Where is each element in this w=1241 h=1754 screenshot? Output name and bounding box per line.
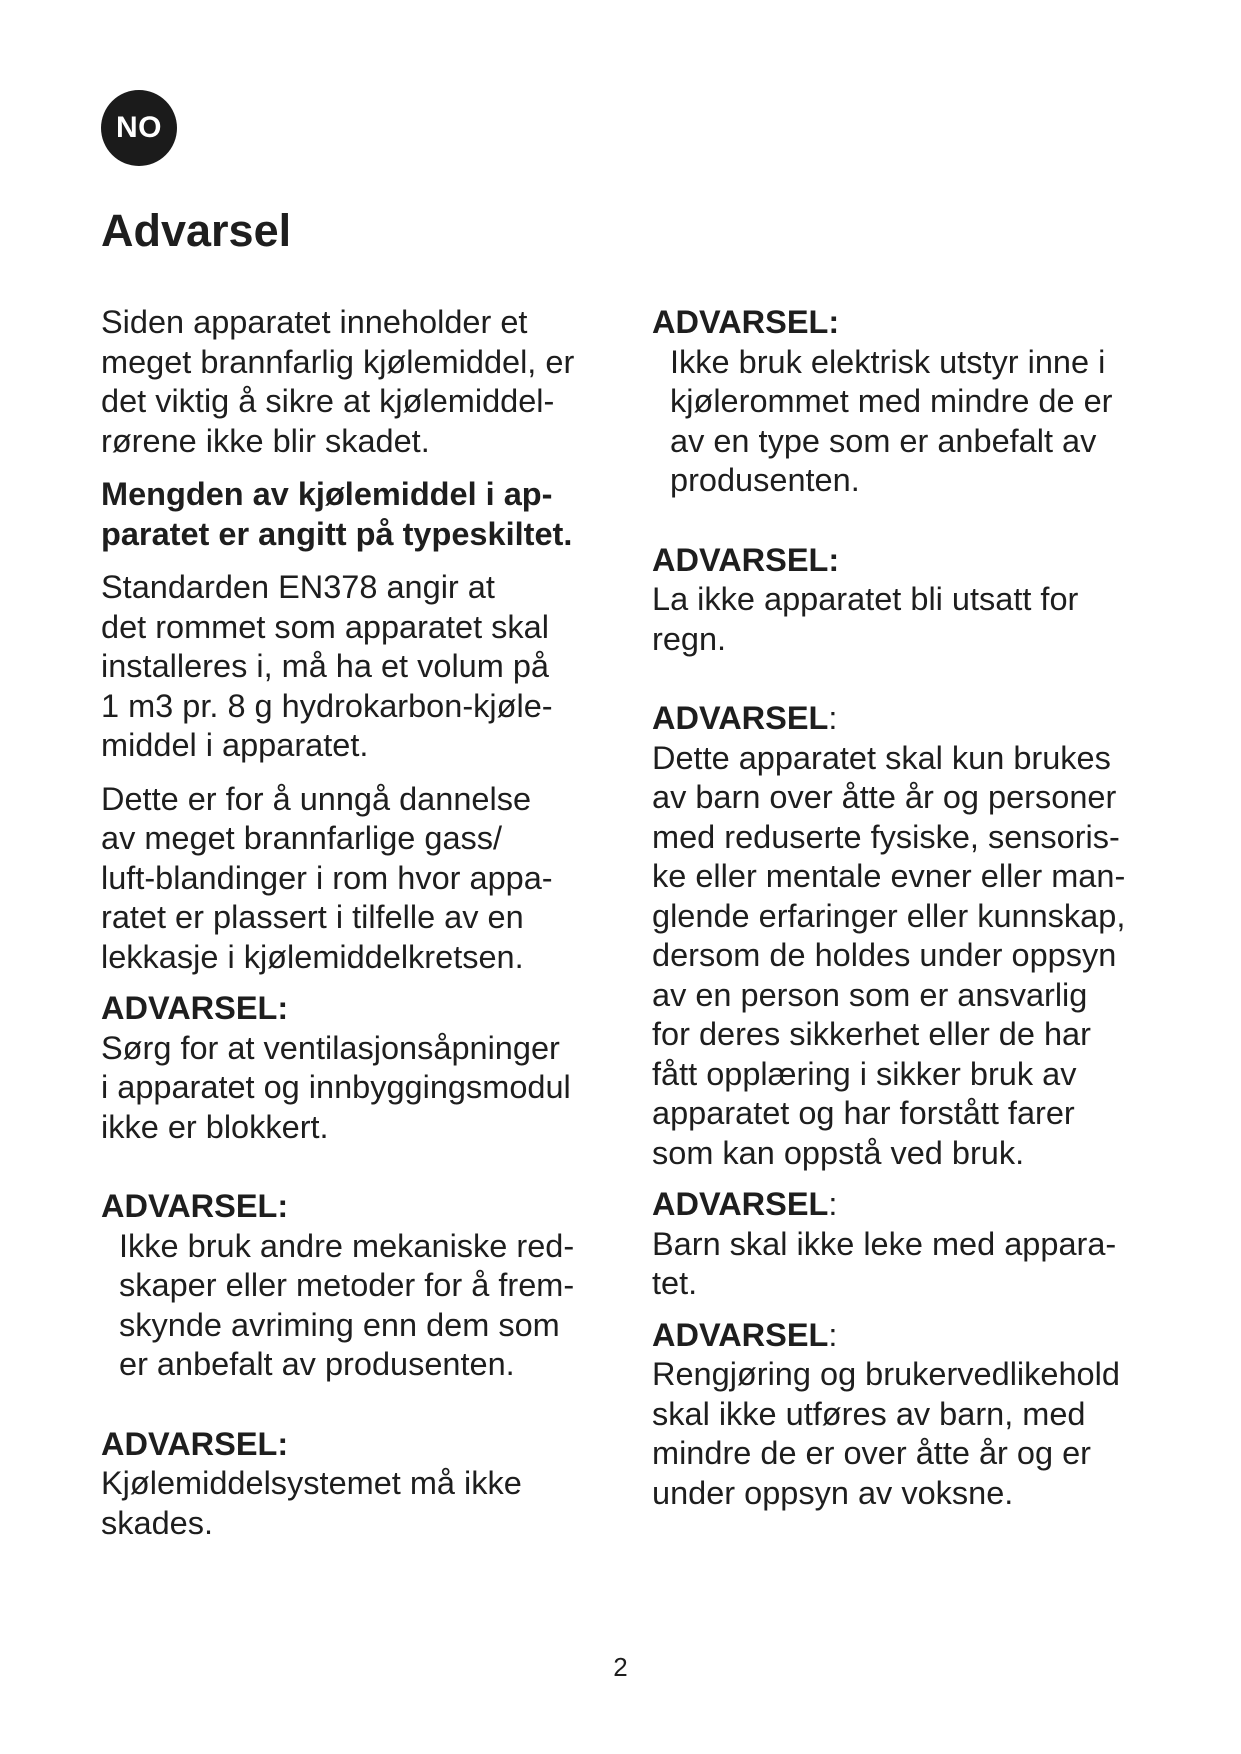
warning-heading-children-play-label: ADVARSEL: [652, 1186, 829, 1222]
warning-heading-rain: ADVARSEL:: [652, 541, 840, 578]
text-line: tet.: [652, 1265, 698, 1301]
text-line: Ikke bruk andre mekaniske red-: [119, 1227, 575, 1264]
text-line: rørene ikke blir skadet.: [101, 422, 430, 459]
text-line: regn.: [652, 620, 727, 657]
text-line: under oppsyn av voksne.: [652, 1474, 1014, 1511]
text-line: det rommet som apparatet skal: [101, 608, 549, 645]
text-line: er anbefalt av produsenten.: [119, 1346, 515, 1382]
warning-heading-refrigerant-system: ADVARSEL:: [101, 1425, 289, 1462]
refrigerant-amount-note: [101, 475, 601, 554]
text-line: Standarden EN378 angir at: [101, 569, 495, 605]
warning-heading-cleaning: [652, 1316, 1152, 1356]
text-line: Barn skal ikke leke med appara-: [652, 1225, 1117, 1262]
text-line: La ikke apparatet bli utsatt for: [652, 581, 1079, 617]
right-column: [652, 303, 1152, 1513]
text-line: luft-blandinger i rom hvor appa-: [101, 859, 553, 896]
warning-heading-defrost: ADVARSEL:: [101, 1188, 289, 1224]
warning-heading-children-play: [652, 1185, 1152, 1225]
text-line: Mengden av kjølemiddel i ap-: [101, 476, 553, 512]
text-line: ratet er plassert i tilfelle av en: [101, 899, 524, 935]
text-line: Ikke bruk elektrisk utstyr inne i: [670, 343, 1106, 380]
text-line: av meget brannfarlige gass/: [101, 820, 503, 856]
text-line: det viktig å sikre at kjølemiddel-: [101, 383, 555, 419]
warning-text-electrical: [652, 343, 1152, 501]
text-line: paratet er angitt på typeskiltet.: [101, 515, 573, 552]
explanation-paragraph: [101, 780, 601, 978]
text-line: glende erfaringer eller kunnskap,: [652, 897, 1126, 934]
text-line: skynde avriming enn dem som: [119, 1306, 560, 1343]
text-line: Kjølemiddelsystemet må ikke: [101, 1465, 522, 1501]
text-line: mindre de er over åtte år og er: [652, 1435, 1091, 1471]
text-line: skades.: [101, 1504, 214, 1541]
warning-heading-ventilation: ADVARSEL:: [101, 990, 289, 1026]
text-line: Dette apparatet skal kun brukes: [652, 739, 1111, 776]
warning-text-rain: [652, 580, 1152, 659]
text-line: installeres i, må ha et volum på: [101, 648, 549, 684]
page-number: 2: [613, 1652, 628, 1682]
warning-text-refrigerant-system: [101, 1464, 601, 1543]
text-line: fått opplæring i sikker bruk av: [652, 1055, 1077, 1092]
warning-heading-electrical: ADVARSEL:: [652, 304, 840, 340]
text-line: apparatet og har forstått farer: [652, 1095, 1075, 1131]
text-line: i apparatet og innbyggingsmodul: [101, 1069, 571, 1105]
warning-heading-cleaning-label: ADVARSEL: [652, 1316, 829, 1353]
text-line: 1 m3 pr. 8 g hydrokarbon-kjøle-: [101, 687, 553, 724]
text-line: kjølerommet med mindre de er: [670, 383, 1113, 419]
warning-text-children-use: [652, 739, 1152, 1174]
text-line: Rengjøring og brukervedlikehold: [652, 1356, 1120, 1392]
intro-paragraph: [101, 303, 601, 461]
text-line: av barn over åtte år og personer: [652, 779, 1117, 815]
warning-heading-children-play-colon: :: [828, 1186, 838, 1222]
text-line: Sørg for at ventilasjonsåpninger: [101, 1029, 560, 1066]
warning-text-children-play: [652, 1225, 1152, 1304]
warning-heading-children-use-colon: :: [828, 700, 838, 736]
warning-text-cleaning: [652, 1355, 1152, 1513]
text-line: skal ikke utføres av barn, med: [652, 1395, 1086, 1432]
page-title: Advarsel: [101, 205, 292, 256]
warning-heading-children-use: [652, 699, 1152, 739]
text-line: som kan oppstå ved bruk.: [652, 1134, 1025, 1171]
text-line: ikke er blokkert.: [101, 1108, 329, 1145]
standard-paragraph: [101, 568, 601, 766]
text-line: med reduserte fysiske, sensoris-: [652, 818, 1120, 855]
language-badge: NO: [101, 90, 177, 166]
warning-text-ventilation: [101, 1029, 601, 1148]
text-line: Dette er for å unngå dannelse: [101, 780, 532, 817]
text-line: for deres sikkerhet eller de har: [652, 1016, 1091, 1052]
left-column: [101, 303, 601, 1543]
text-line: av en person som er ansvarlig: [652, 976, 1088, 1013]
text-line: produsenten.: [670, 462, 860, 498]
text-line: meget brannfarlig kjølemiddel, er: [101, 343, 575, 380]
text-line: dersom de holdes under oppsyn: [652, 937, 1117, 973]
text-line: av en type som er anbefalt av: [670, 422, 1097, 459]
warning-heading-children-use-label: ADVARSEL: [652, 700, 829, 736]
text-line: lekkasje i kjølemiddelkretsen.: [101, 938, 524, 975]
text-line: middel i apparatet.: [101, 727, 369, 763]
warning-heading-cleaning-colon: :: [828, 1316, 838, 1353]
warning-text-defrost: [101, 1227, 601, 1385]
text-line: ke eller mentale evner eller man-: [652, 858, 1126, 894]
text-line: skaper eller metoder for å frem-: [119, 1267, 575, 1303]
text-line: Siden apparatet inneholder et: [101, 304, 528, 340]
